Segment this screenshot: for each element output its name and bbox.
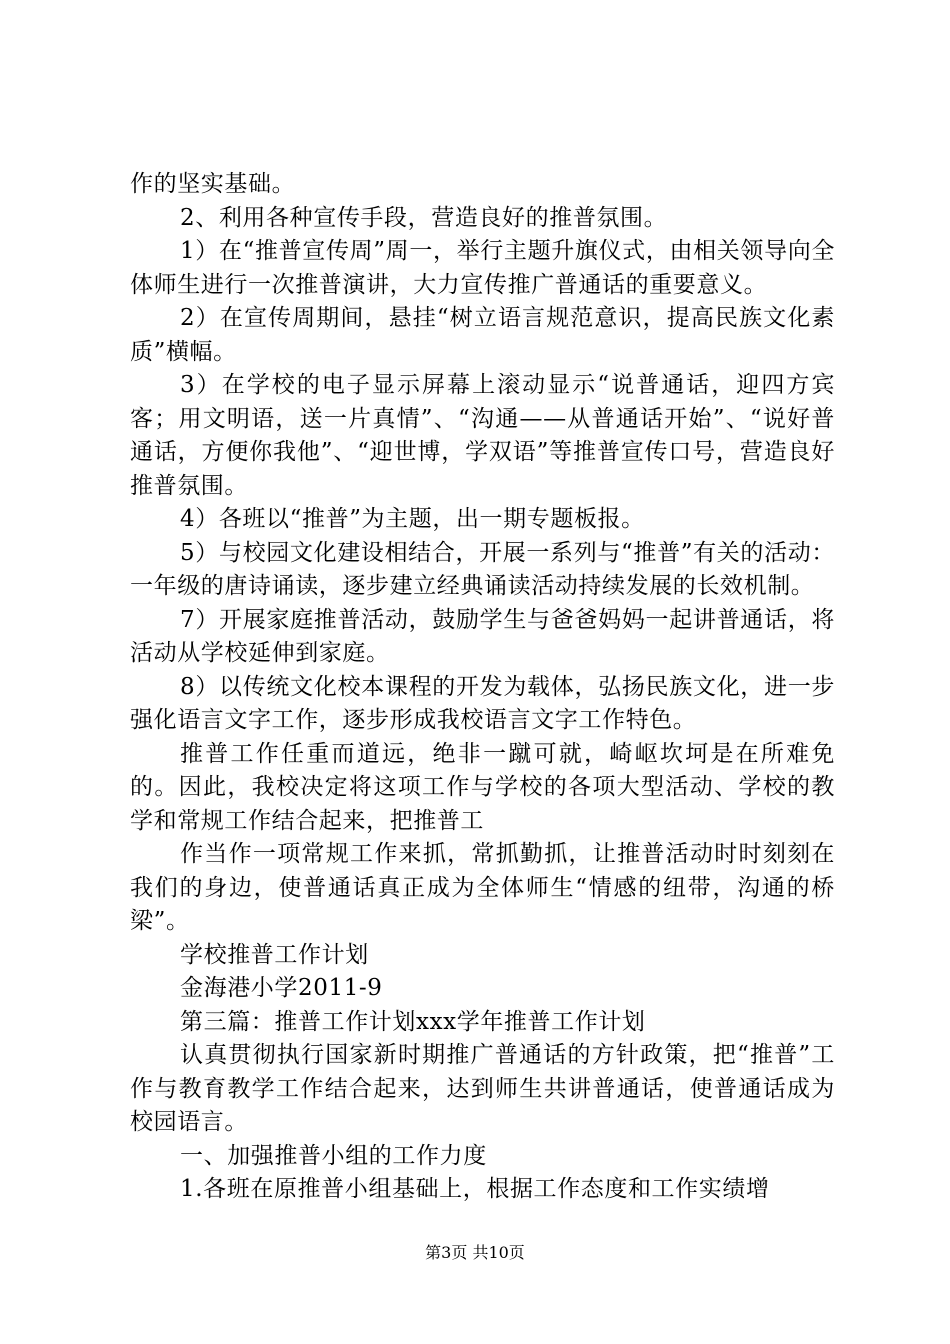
paragraph: 作的坚实基础。 xyxy=(130,171,296,197)
section-title: 第三篇：推普工作计划xxx学年推普工作计划 xyxy=(180,1008,646,1035)
section-heading: 一、加强推普小组的工作力度 xyxy=(180,1142,487,1169)
paragraph: 3）在学校的电子显示屏幕上滚动显示“说普通话，迎四方宾客；用文明语，送一片真情”、“沟通——从普通话开始”、“说好普通话，方便你我他”、“迎世博，学双语”等推普宣传口号，营造良好推普氛围。 xyxy=(130,372,835,499)
paragraph: 5）与校园文化建设相结合，开展一系列与“推普”有关的活动：一年级的唐诗诵读，逐步建立经典诵读活动持续发展的长效机制。 xyxy=(130,539,835,599)
paragraph: 作当作一项常规工作来抓，常抓勤抓，让推普活动时时刻刻在我们的身边，使普通话真正成为全体师生“情感的纽带，沟通的桥梁”。 xyxy=(130,841,835,934)
document-body xyxy=(130,168,835,1207)
paragraph: 2、利用各种宣传手段，营造良好的推普氛围。 xyxy=(180,204,668,231)
paragraph: 认真贯彻执行国家新时期推广普通话的方针政策，把“推普”工作与教育教学工作结合起来，达到师生共讲普通话，使普通话成为校园语言。 xyxy=(130,1042,835,1135)
paragraph: 2）在宣传周期间，悬挂“树立语言规范意识，提高民族文化素质”横幅。 xyxy=(130,305,835,365)
heading-plan-title: 学校推普工作计划 xyxy=(180,941,369,968)
paragraph: 1）在“推普宣传周”周一，举行主题升旗仪式，由相关领导向全体师生进行一次推普演讲，大力宣传推广普通话的重要意义。 xyxy=(130,238,835,298)
paragraph: 推普工作任重而道远，绝非一蹴可就，崎岖坎坷是在所难免的。因此，我校决定将这项工作与学校的各项大型活动、学校的教学和常规工作结合起来，把推普工 xyxy=(130,740,835,834)
paragraph: 1.各班在原推普小组基础上，根据工作态度和工作实绩增 xyxy=(180,1176,770,1202)
page-footer: 第3页 共10页 xyxy=(425,1243,525,1262)
paragraph: 8）以传统文化校本课程的开发为载体，弘扬民族文化，进一步强化语言文字工作，逐步形成我校语言文字工作特色。 xyxy=(130,673,835,733)
school-date-line: 金海港小学2011-9 xyxy=(180,975,383,1001)
paragraph: 4）各班以“推普”为主题，出一期专题板报。 xyxy=(180,506,645,532)
paragraph: 7）开展家庭推普活动，鼓励学生与爸爸妈妈一起讲普通话，将活动从学校延伸到家庭。 xyxy=(130,606,835,666)
